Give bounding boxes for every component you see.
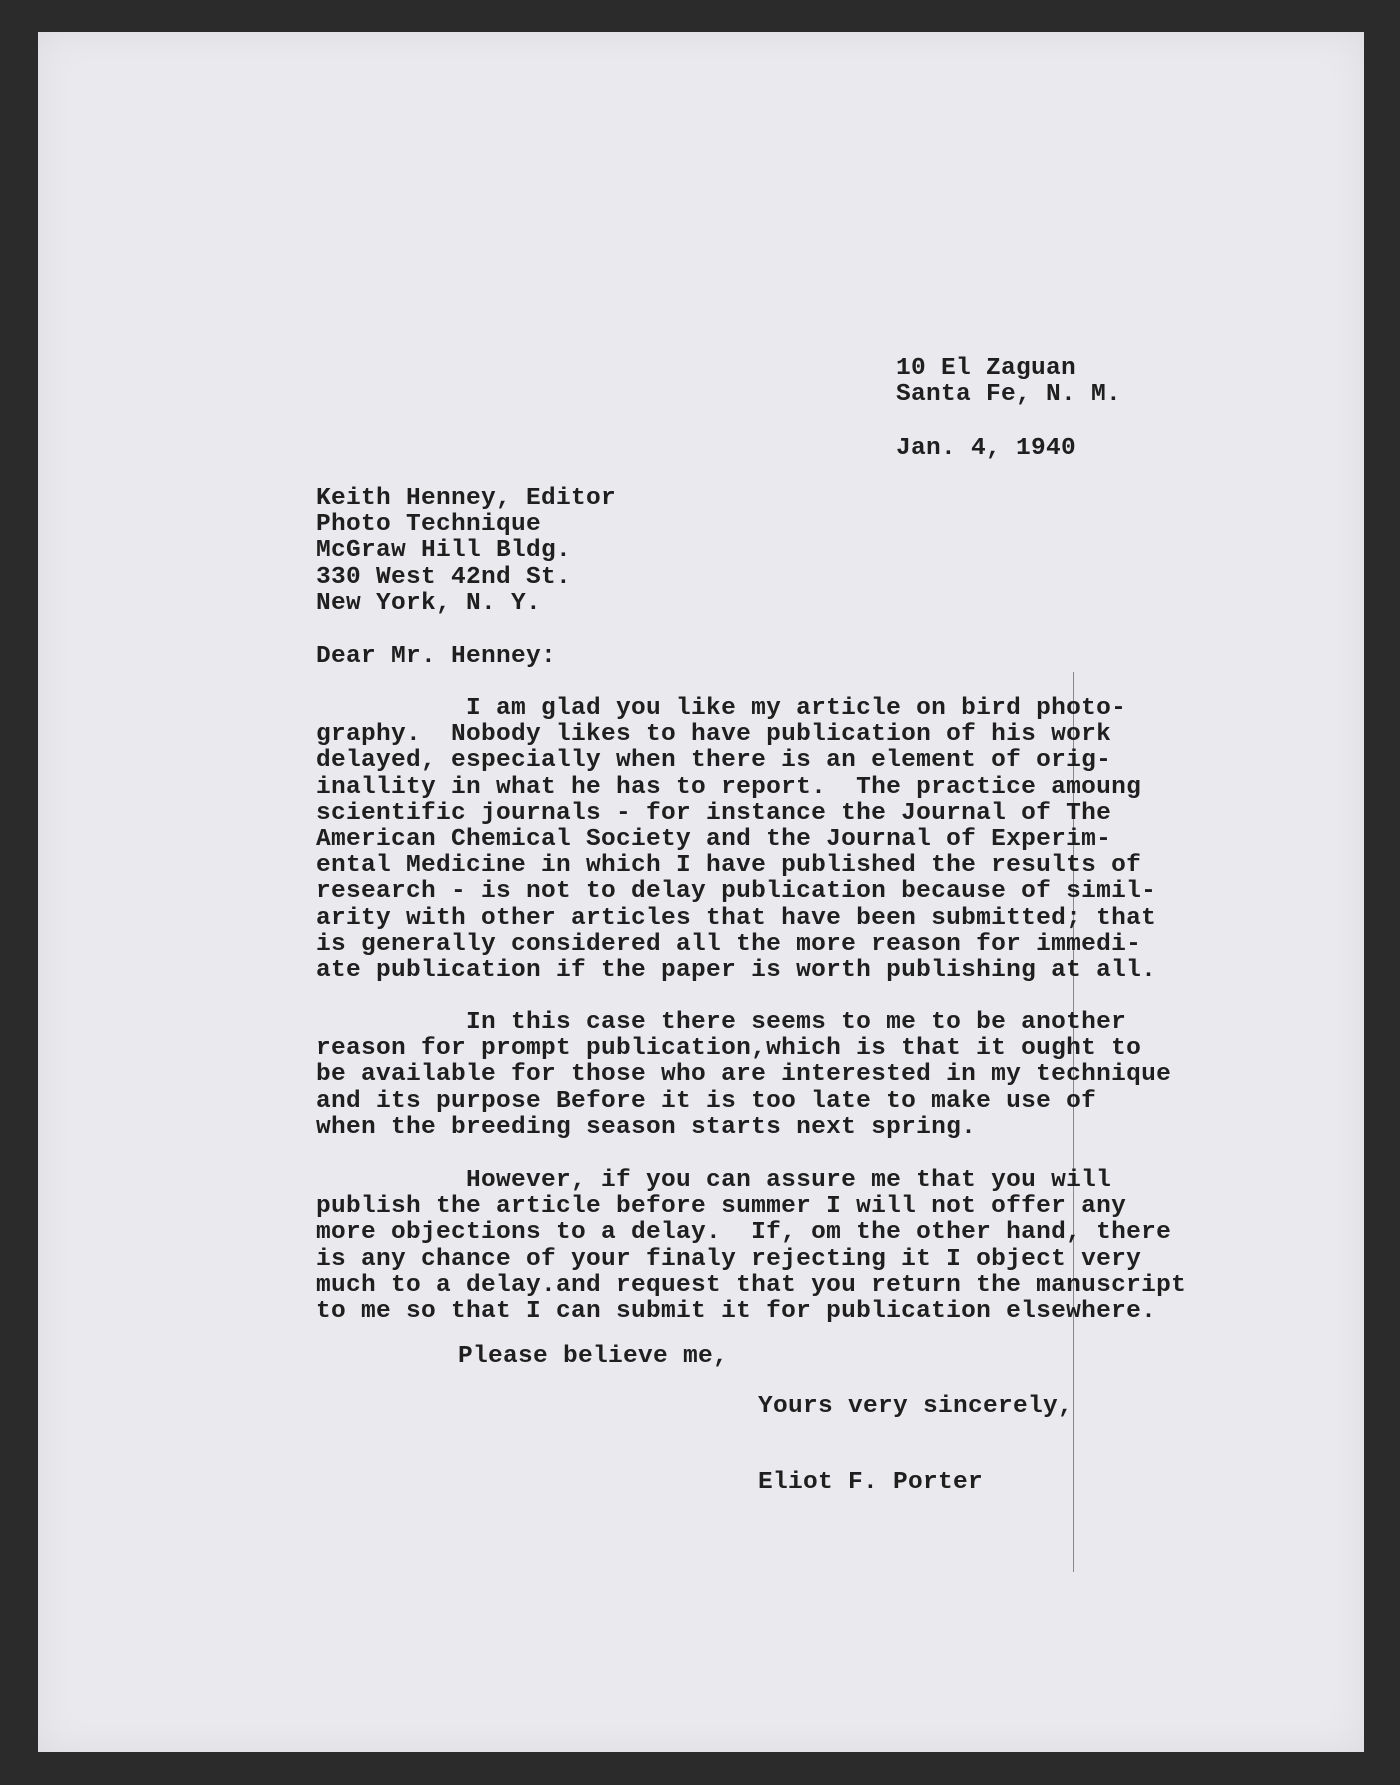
salutation: Dear Mr. Henney: (316, 643, 557, 670)
body-paragraph-2 (316, 1010, 1171, 1141)
signature-name: Eliot F. Porter (758, 1469, 984, 1496)
text-line: scientific journals - for instance the Journal of The (316, 799, 1112, 827)
text-line: I am glad you like my article on bird photo- (316, 695, 1127, 722)
sender-address-line-1: 10 El Zaguan (896, 355, 1077, 382)
complimentary-close: Yours very sincerely, (758, 1393, 1074, 1420)
text-line: publish the article before summer I will not offer any (316, 1193, 1127, 1221)
body-paragraph-1 (316, 696, 1156, 984)
text-line: and its purpose Before it is too late to make use of (316, 1087, 1097, 1115)
text-line: reason for prompt publication,which is that it ought to (316, 1035, 1142, 1063)
text-line: ental Medicine in which I have published the results of (316, 852, 1142, 880)
recipient-line: Photo Technique (316, 511, 542, 539)
recipient-address (316, 486, 616, 617)
letter-date: Jan. 4, 1940 (896, 435, 1077, 462)
recipient-line: McGraw Hill Bldg. (316, 537, 572, 565)
text-line: In this case there seems to me to be another (316, 1009, 1127, 1036)
text-line: delayed, especially when there is an element of orig- (316, 747, 1112, 775)
recipient-line: Keith Henney, Editor (316, 485, 617, 512)
text-line: when the breeding season starts next spring. (316, 1113, 977, 1141)
text-line: inallity in what he has to report. The practice amoung (316, 773, 1142, 801)
text-line: arity with other articles that have been submitted; that (316, 904, 1157, 932)
closing-phrase: Please believe me, (458, 1343, 729, 1370)
letter-page (38, 32, 1364, 1752)
text-line: to me so that I can submit it for publication elsewhere. (316, 1298, 1157, 1326)
text-line: is any chance of your finaly rejecting it I object very (316, 1245, 1142, 1273)
text-line: is generally considered all the more reason for immedi- (316, 930, 1142, 958)
recipient-line: 330 West 42nd St. (316, 563, 572, 591)
body-paragraph-3 (316, 1168, 1186, 1325)
text-line: graphy. Nobody likes to have publication of his work (316, 721, 1112, 749)
text-line: However, if you can assure me that you will (316, 1167, 1112, 1194)
text-line: ate publication if the paper is worth publishing at all. (316, 957, 1157, 985)
text-line: research - is not to delay publication because of simil- (316, 878, 1157, 906)
text-line: more objections to a delay. If, om the other hand, there (316, 1219, 1172, 1247)
text-line: American Chemical Society and the Journal of Experim- (316, 826, 1112, 854)
recipient-line: New York, N. Y. (316, 589, 542, 617)
text-line: much to a delay.and request that you return the manuscript (316, 1271, 1187, 1299)
text-line: be available for those who are interested in my technique (316, 1061, 1172, 1089)
sender-address-line-2: Santa Fe, N. M. (896, 381, 1122, 408)
